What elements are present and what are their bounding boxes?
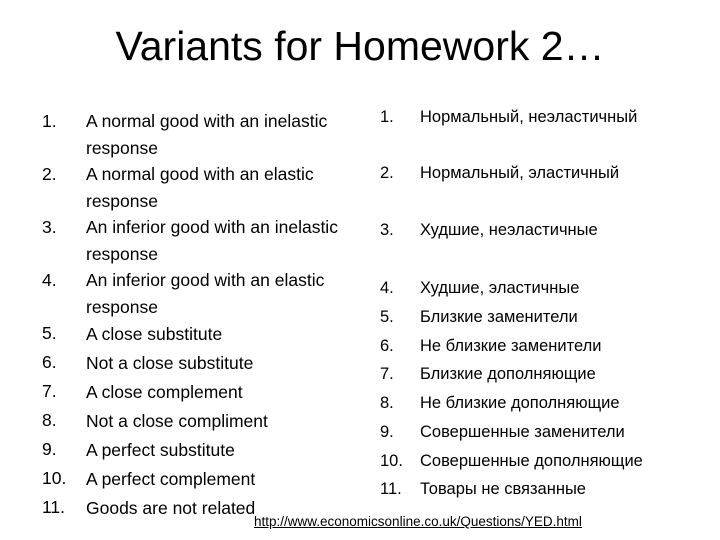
item-text: A close complement [86,382,243,402]
item-number: 9. [42,439,57,459]
item-number: 8. [42,410,57,430]
item-number: 1. [42,111,57,131]
list-item [380,108,710,127]
item-number: 6. [380,337,394,355]
item-text: An inferior good with an elastic response [86,270,325,317]
list-item [380,423,710,442]
item-number: 6. [42,352,57,372]
item-text: Not a close compliment [86,411,268,431]
item-text: An inferior good with an inelastic response [86,217,338,264]
slide-title: Variants for Homework 2… [115,23,605,69]
list-item [42,349,372,378]
item-number: 7. [42,381,57,401]
list-item [42,465,372,494]
item-number: 10. [42,468,67,488]
list-item [42,378,372,407]
list-item [380,452,710,471]
list-item [380,279,710,298]
list-item [380,337,710,356]
item-text: A perfect complement [86,469,256,489]
list-item [42,320,372,349]
item-number: 1. [380,108,394,126]
item-text: Близкие заменители [420,308,578,326]
item-text: Not a close substitute [86,353,254,373]
item-number: 4. [42,270,57,290]
list-item [42,214,372,267]
item-text: Не близкие дополняющие [420,394,620,412]
item-number: 11. [380,480,402,498]
list-item [42,436,372,465]
item-text: Нормальный, эластичный [420,164,620,182]
item-text: Совершенные дополняющие [420,452,643,470]
item-number: 4. [380,279,394,297]
item-number: 2. [380,164,394,182]
item-text: Товары не связанные [420,480,586,498]
list-item [42,161,372,214]
item-text: Goods are not related [86,498,256,518]
list-item [380,164,710,183]
list-item [42,108,372,161]
list-item [380,394,710,413]
source-link[interactable]: http://www.economicsonline.co.uk/Questions/YED.html [254,514,582,529]
item-number: 5. [42,323,57,343]
item-number: 7. [380,365,394,383]
item-number: 8. [380,394,394,412]
item-text: A perfect substitute [86,440,235,460]
item-number: 5. [380,308,394,326]
item-text: A close substitute [86,324,223,344]
item-number: 3. [42,217,57,237]
item-number: 10. [380,452,403,470]
list-item [380,308,710,327]
item-text: Близкие дополняющие [420,365,596,383]
list-item [380,365,710,384]
list-item [380,480,710,499]
item-number: 3. [380,221,394,239]
english-variants-list [42,108,372,523]
item-text: Не близкие заменители [420,337,602,355]
item-text: A normal good with an elastic response [86,164,314,211]
item-number: 9. [380,423,394,441]
item-text: A normal good with an inelastic response [86,111,328,158]
list-item [42,407,372,436]
item-number: 2. [42,164,57,184]
item-number: 11. [42,497,66,517]
item-text: Худшие, эластичные [420,279,580,297]
item-text: Худшие, неэластичные [420,221,598,239]
list-item [42,267,372,320]
item-text: Совершенные заменители [420,423,625,441]
list-item [380,221,710,240]
item-text: Нормальный, неэластичный [420,108,638,126]
